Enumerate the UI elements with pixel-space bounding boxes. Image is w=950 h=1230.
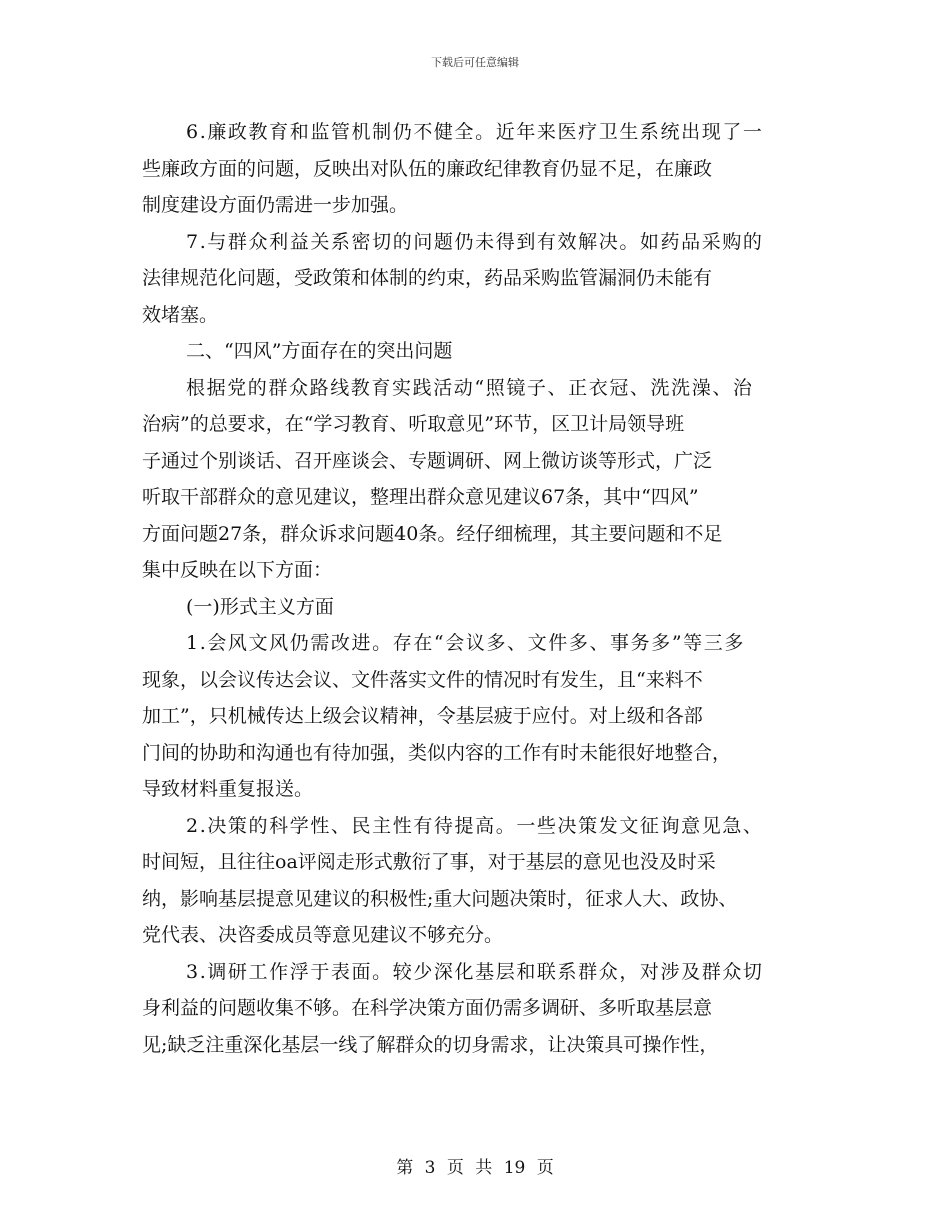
paragraph-line: 根据党的群众路线教育实践活动“照镜子、正衣冠、洗洗澡、治	[186, 376, 754, 399]
paragraph-line: 加工”，只机械传达上级会议精神，令基层疲于应付。对上级和各部	[142, 705, 703, 727]
paragraph-line: 纳，影响基层提意见建议的积极性;重大问题决策时，征求人大、政协、	[142, 887, 738, 910]
paragraph-line: 方面问题27条，群众诉求问题40条。经仔细梳理，其主要问题和不足	[142, 522, 723, 545]
paragraph-line: 治病”的总要求，在“学习教育、听取意见”环节，区卫计局领导班	[142, 413, 685, 435]
paragraph-line: 些廉政方面的问题，反映出对队伍的廉政纪律教育仍显不足，在廉政	[142, 157, 713, 180]
paragraph-line: 听取干部群众的意见建议，整理出群众意见建议67条，其中“四风”	[142, 486, 699, 508]
paragraph-line: 7.与群众利益关系密切的问题仍未得到有效解决。如药品采购的	[186, 230, 764, 253]
paragraph-line: 党代表、决咨委成员等意见建议不够充分。	[142, 924, 504, 946]
page-footer: 第 3 页 共 19 页	[396, 1158, 554, 1178]
paragraph-line: 效堵塞。	[142, 303, 219, 326]
paragraph-line: 现象，以会议传达会议、文件落实文件的情况时有发生，且“来料不	[142, 668, 703, 691]
paragraph-line: 1.会风文风仍需改进。存在“会议多、文件多、事务多”等三多	[186, 632, 745, 654]
subsection-heading: (一)形式主义方面	[186, 595, 334, 618]
paragraph-line: 见;缺乏注重深化基层一线了解群众的切身需求，让决策具可操作性，	[142, 1033, 719, 1056]
paragraph-line: 时间短，且往往oa评阅走形式敷衍了事，对于基层的意见也没及时采	[142, 851, 716, 873]
paragraph-line: 集中反映在以下方面：	[142, 559, 333, 581]
paragraph-line: 身利益的问题收集不够。在科学决策方面仍需多调研、多听取基层意	[142, 997, 713, 1019]
page-header: 下载后可任意编辑	[431, 56, 519, 69]
paragraph-line: 法律规范化问题，受政策和体制的约束，药品采购监管漏洞仍未能有	[142, 267, 713, 289]
paragraph-line: 子通过个别谈话、召开座谈会、专题调研、网上微访谈等形式，广泛	[142, 449, 713, 472]
paragraph-line: 导致材料重复报送。	[142, 778, 314, 800]
paragraph-line: 2.决策的科学性、民主性有待提高。一些决策发文征询意见急、	[186, 814, 764, 837]
paragraph-line: 3.调研工作浮于表面。较少深化基层和联系群众，对涉及群众切	[186, 960, 764, 983]
paragraph-line: 制度建设方面仍需进一步加强。	[142, 194, 409, 216]
document-body	[142, 114, 822, 1063]
section-heading: 二、“四风”方面存在的突出问题	[186, 340, 453, 362]
paragraph-line: 6.廉政教育和监管机制仍不健全。近年来医疗卫生系统出现了一	[186, 121, 764, 143]
paragraph-line: 门间的协助和沟通也有待加强，类似内容的工作有时未能很好地整合，	[142, 741, 732, 764]
